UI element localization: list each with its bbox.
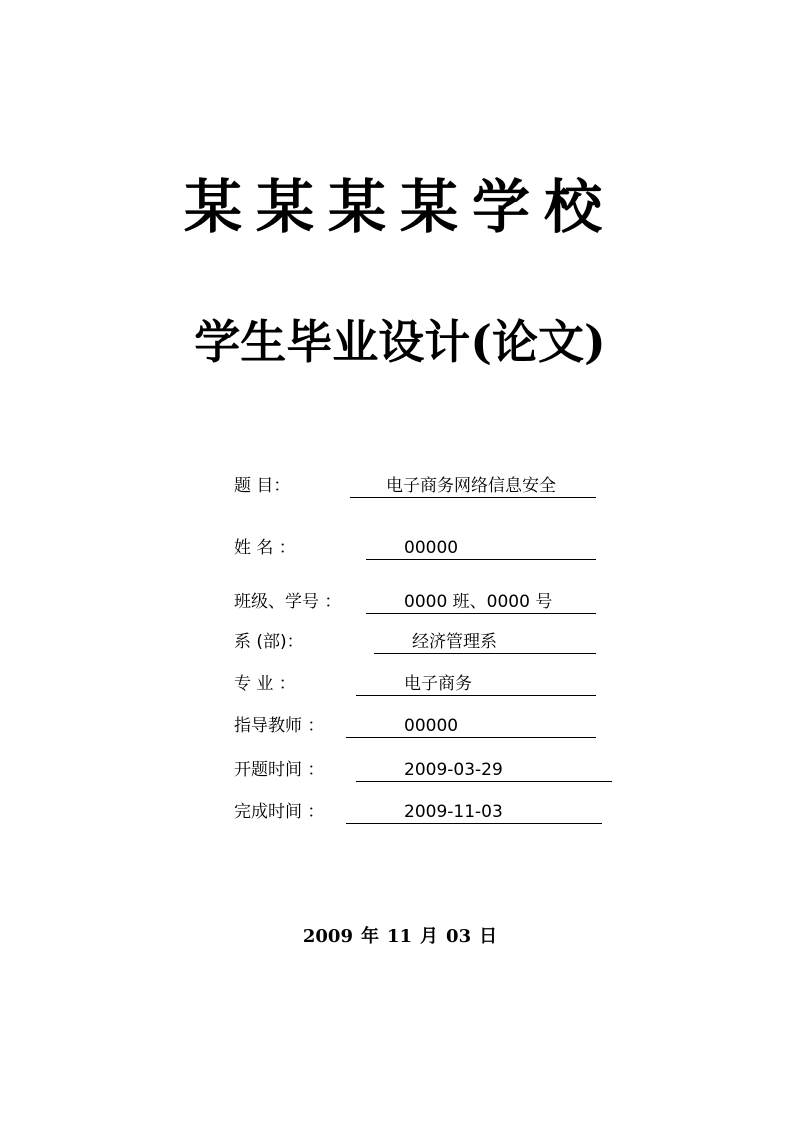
date-year: 2009 [302, 926, 353, 947]
field-start-date [234, 756, 624, 784]
field-advisor-value: 00000 [404, 716, 459, 736]
field-start-date-label: 开题时间 ： [234, 760, 325, 780]
field-name-label: 姓 名 ： [234, 538, 296, 558]
field-class-number-label: 班级、学号 ： [234, 592, 342, 612]
field-class-number-value: 0000 班、0000 号 [404, 592, 553, 612]
field-advisor-label: 指导教师 ： [234, 716, 325, 736]
field-topic-value: 电子商务网络信息安全 [386, 476, 556, 496]
date-month: 11 [386, 926, 413, 947]
field-topic-label: 题 目： [234, 476, 291, 496]
submission-date [0, 922, 800, 952]
field-finish-date-label: 完成时间 ： [234, 802, 325, 822]
field-major-label: 专 业 ： [234, 674, 296, 694]
field-advisor [234, 712, 614, 740]
document-title: 学生毕业设计(论文) [194, 315, 606, 369]
field-department-label: 系 (部)： [234, 632, 304, 652]
field-major-underline [356, 670, 596, 696]
field-major-value: 电子商务 [404, 674, 472, 694]
field-class-number [234, 588, 614, 616]
field-major [234, 670, 614, 698]
date-year-unit: 年 [360, 926, 379, 947]
field-start-date-value: 2009-03-29 [404, 760, 503, 780]
field-department-value: 经济管理系 [412, 632, 497, 652]
date-day: 03 [446, 926, 472, 947]
field-finish-date [234, 798, 624, 826]
field-advisor-underline [346, 712, 596, 738]
field-finish-date-value: 2009-11-03 [404, 802, 503, 822]
date-day-unit: 日 [479, 926, 498, 947]
field-name-underline [366, 534, 596, 560]
field-topic [234, 472, 614, 500]
school-name: 某某某某学校 [183, 173, 616, 241]
date-month-unit: 月 [420, 926, 439, 947]
field-name-value: 00000 [404, 538, 459, 558]
field-name [234, 534, 614, 562]
field-department [234, 628, 614, 656]
